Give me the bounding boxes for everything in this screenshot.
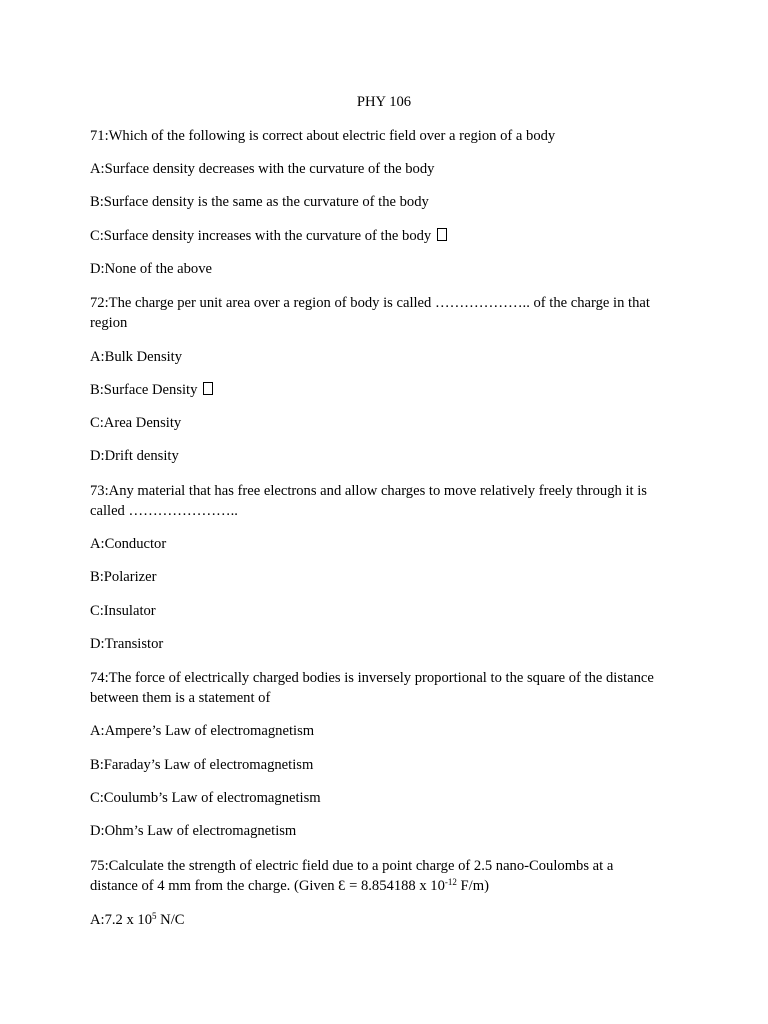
q74-option-d: D:Ohm’s Law of electromagnetism bbox=[90, 823, 297, 839]
q74-option-c: C:Coulumb’s Law of electromagnetism bbox=[90, 790, 321, 806]
q72-option-b bbox=[90, 380, 690, 400]
question-75-line-1: 75:Calculate the strength of electric field due to a point charge of 2.5 nano-Coulombs at a bbox=[90, 858, 614, 874]
q73-option-a: A:Conductor bbox=[90, 536, 167, 552]
question-75-line-2 bbox=[90, 876, 690, 896]
q72-option-a: A:Bulk Density bbox=[90, 349, 183, 365]
question-72-line-1: 72:The charge per unit area over a region of body is called ……………….. of the charge in that bbox=[90, 295, 650, 311]
question-72-line-2: region bbox=[90, 315, 128, 331]
q74-option-b: B:Faraday’s Law of electromagnetism bbox=[90, 757, 314, 773]
question-74-line-2: between them is a statement of bbox=[90, 690, 271, 706]
q71-option-b: B:Surface density is the same as the curvature of the body bbox=[90, 194, 429, 210]
answer-check-icon bbox=[203, 382, 213, 395]
q72-option-d: D:Drift density bbox=[90, 448, 179, 464]
q73-option-b: B:Polarizer bbox=[90, 569, 157, 585]
q75-given-text: distance of 4 mm from the charge. (Given Ɛ = 8.854188 x 10 bbox=[90, 878, 445, 894]
question-73-line-1: 73:Any material that has free electrons and allow charges to move relatively freely through it is bbox=[90, 483, 647, 499]
q72-option-c: C:Area Density bbox=[90, 415, 182, 431]
question-73-line-2: called ………………….. bbox=[90, 503, 238, 519]
q75-option-a-unit: N/C bbox=[156, 912, 185, 928]
q75-option-a-exponent: 5 bbox=[152, 911, 157, 921]
q71-option-c-text: C:Surface density increases with the curvature of the body bbox=[90, 228, 432, 244]
q72-option-b-text: B:Surface Density bbox=[90, 382, 198, 398]
q75-given-unit: F/m) bbox=[456, 878, 489, 894]
q71-option-a: A:Surface density decreases with the curvature of the body bbox=[90, 161, 435, 177]
q75-given-exponent: -12 bbox=[444, 877, 457, 887]
answer-check-icon bbox=[437, 228, 447, 241]
page-title: PHY 106 bbox=[356, 94, 412, 110]
q73-option-d: D:Transistor bbox=[90, 636, 164, 652]
q75-option-a-text: A:7.2 x 10 bbox=[90, 912, 153, 928]
question-74-line-1: 74:The force of electrically charged bodies is inversely proportional to the square of the distance bbox=[90, 670, 654, 686]
q71-option-c bbox=[90, 226, 690, 246]
q75-option-a bbox=[90, 910, 690, 930]
q73-option-c: C:Insulator bbox=[90, 603, 156, 619]
q71-option-d: D:None of the above bbox=[90, 261, 212, 277]
q74-option-a: A:Ampere’s Law of electromagnetism bbox=[90, 723, 315, 739]
question-71: 71:Which of the following is correct about electric field over a region of a body bbox=[90, 128, 556, 144]
